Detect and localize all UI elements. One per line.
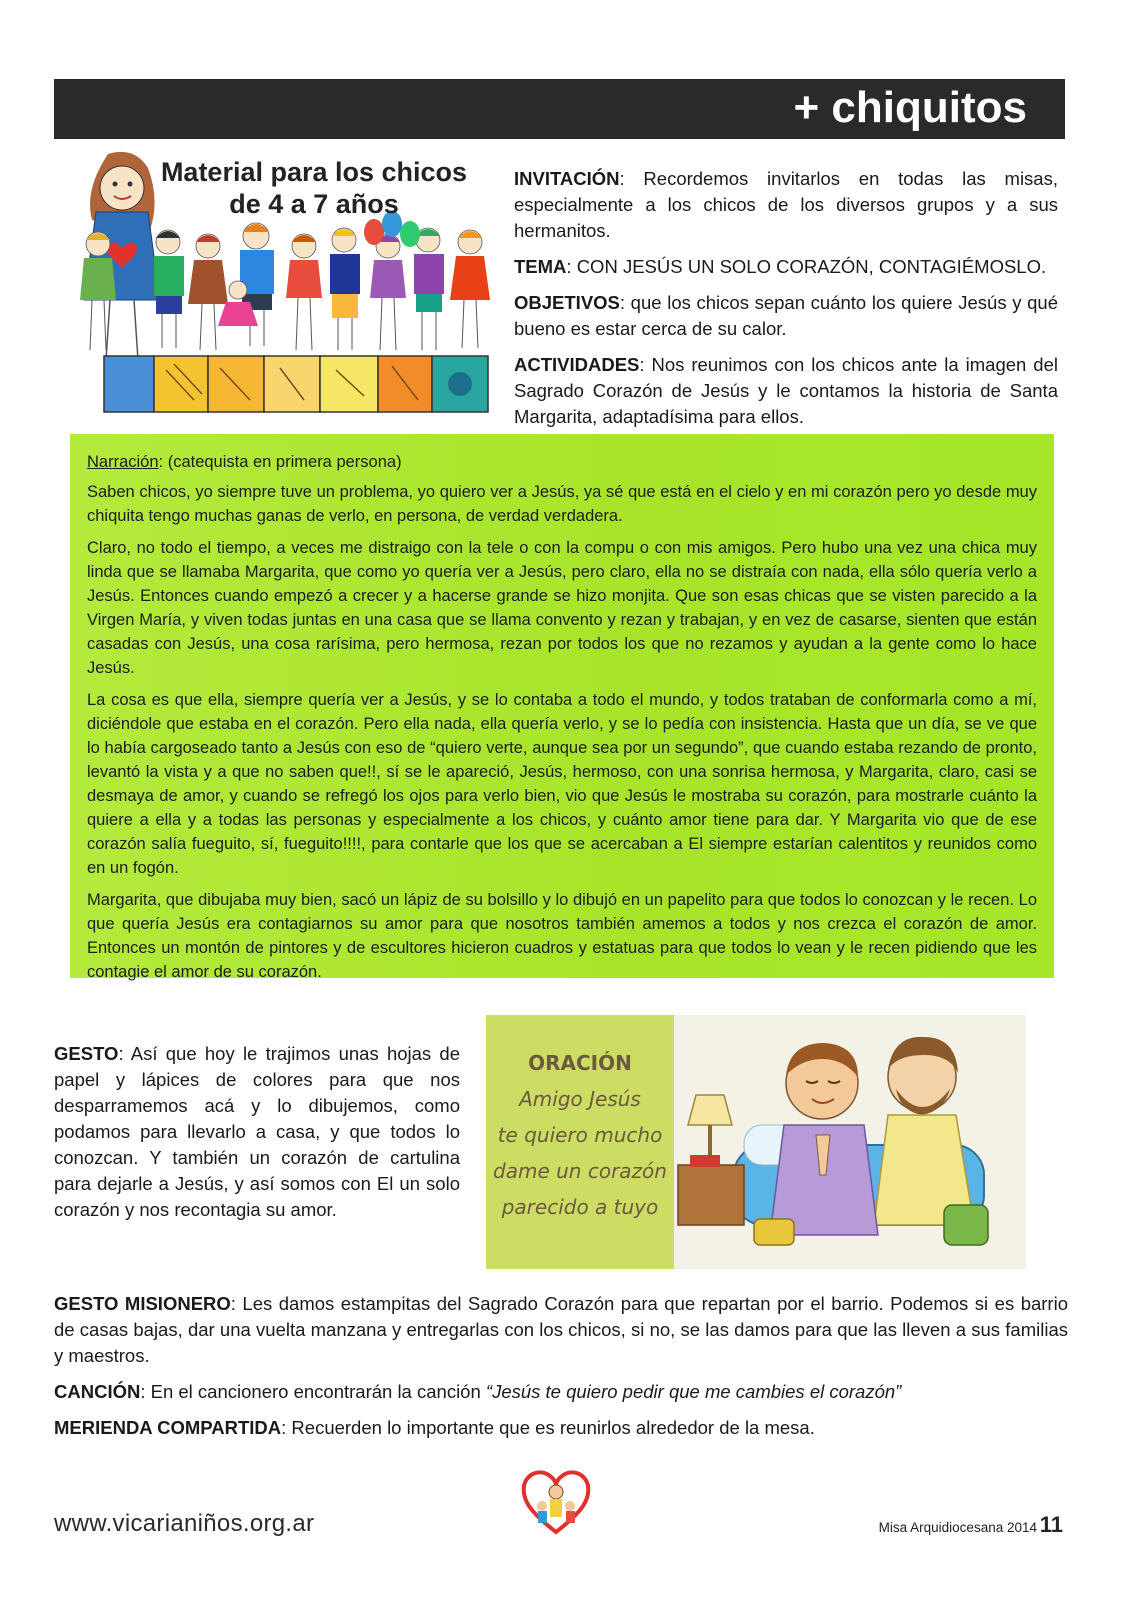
cancion-paragraph	[54, 1379, 1068, 1405]
tema-label: TEMA	[514, 256, 567, 277]
cancion-text: : En el cancionero encontrarán la canción	[140, 1381, 486, 1402]
prayer-line-2: te quiero mucho	[497, 1123, 663, 1147]
actividades-paragraph	[514, 352, 1058, 430]
gesto-text: : Así que hoy le trajimos unas hojas de papel y lápices de colores para que nos desparramemos acá y lo dibujemos, como podamos para llevarlo a casa, y que todos lo conozcan. Y también un corazón de cartulina para dejarle a Jesús, y así somos con El un solo corazón y nos recontagia su amor.	[54, 1043, 460, 1220]
praying-child-illustration	[674, 1015, 1026, 1269]
gesto-paragraph	[54, 1041, 460, 1223]
merienda-paragraph	[54, 1415, 1068, 1441]
children-illustration	[74, 150, 504, 420]
narration-heading	[87, 450, 1037, 474]
narration-box	[70, 434, 1054, 981]
invitacion-label: INVITACIÓN	[514, 168, 620, 189]
merienda-label: MERIENDA COMPARTIDA	[54, 1417, 282, 1438]
tema-paragraph	[514, 254, 1058, 280]
footer-website: www.vicarianiños.org.ar	[54, 1510, 315, 1537]
narration-paragraph-3: La cosa es que ella, siempre quería ver a Jesús, y se lo contaba a todo el mundo, y todos trataban de conformarla como a mí, diciéndole que estaba en el corazón. Pero ella nada, ella quería verlo, y se lo pedía con insistencia. Hasta que un día, se ve que lo había cargoseado tanto a Jesús con eso de “quiero verte, aunque sea por un segundo”, que cuando estaba rezando de pronto, levantó la vista y a que no saben que!!, sí se le apareció, Jesús, hermoso, con una sonrisa hermosa, y Margarita, claro, casi se desmaya de amor, y cuando se refregó los ojos para verlo bien, vio que Jesús le mostraba su corazón, para mostrarle cuánto la quiere a ella y a todas las personas y especialmente a los chicos, y cuánto amor tiene para dar. Y Margarita vio que de ese corazón salía fueguito, sí, fueguito!!!!, para contarle que los que se acercaban a El siempre estarían calentitos y reunidos como en un fogón.	[87, 691, 1037, 877]
merienda-text: : Recuerden lo importante que es reunirlos alrededor de la mesa.	[281, 1417, 815, 1438]
quilt-strip	[104, 356, 488, 412]
actividades-text: : Nos reunimos con los chicos ante la imagen del Sagrado Corazón de Jesús y le contamos la historia de Santa Margarita, adaptadísima para ellos.	[514, 354, 1058, 427]
narration-paragraph-1: Saben chicos, yo siempre tuve un problema, yo quiero ver a Jesús, ya sé que está en el cielo y en mi corazón pero yo desde muy chiquita tengo muchas ganas de verlo, en persona, de verdad verdadera.	[87, 483, 1037, 525]
illustration-title-line2: de 4 a 7 años	[229, 189, 399, 219]
actividades-label: ACTIVIDADES	[514, 354, 640, 375]
section-title: + chiquitos	[793, 83, 1027, 132]
page-number: 11	[1039, 1512, 1063, 1537]
cancion-label: CANCIÓN	[54, 1381, 141, 1402]
prayer-heading: ORACIÓN	[528, 1051, 632, 1075]
heart-logo-icon	[520, 1466, 592, 1538]
prayer-line-1: Amigo Jesús	[519, 1087, 641, 1111]
prayer-card	[486, 1015, 1026, 1269]
intro-section	[514, 166, 1058, 440]
narration-paragraph-4: Margarita, que dibujaba muy bien, sacó un lápiz de su bolsillo y lo dibujó en un papelito para que todos lo conozcan y le recen. Lo que quería Jesús era contagiarnos su amor para que nosotros también amemos a todos y nos crezca el corazón de amor. Entonces un montón de pintores y de escultores hicieron cuadros y estatuas para que todos lo vean y le recen pidiendo que les contagie el amor de su corazón.	[87, 891, 1037, 981]
illustration-title	[134, 156, 494, 220]
gesto-section	[54, 1041, 460, 1223]
footer-publication: Misa Arquidiocesana 2014	[878, 1520, 1037, 1535]
illustration-title-line1: Material para los chicos	[160, 157, 468, 187]
prayer-line-4: parecido a tuyo	[501, 1195, 659, 1219]
tema-text: : CON JESÚS UN SOLO CORAZÓN, CONTAGIÉMOSLO.	[566, 256, 1047, 277]
prayer-line-3: dame un corazón	[493, 1159, 667, 1183]
cancion-title: “Jesús te quiero pedir que me cambies el corazón”	[485, 1381, 902, 1402]
narration-label: Narración	[87, 453, 159, 471]
gesto-label: GESTO	[54, 1043, 119, 1064]
prayer-text	[486, 1045, 674, 1225]
objetivos-text: : que los chicos sepan cuánto los quiere Jesús y qué bueno es estar cerca de su calor.	[514, 292, 1058, 339]
closing-section	[54, 1291, 1068, 1451]
narration-label-suffix: : (catequista en primera persona)	[158, 453, 402, 471]
objetivos-paragraph	[514, 290, 1058, 342]
gesto-misionero-paragraph	[54, 1291, 1068, 1369]
invitacion-paragraph	[514, 166, 1058, 244]
invitacion-text: : Recordemos invitarlos en todas las misas, especialmente a los chicos de los diversos grupos y a sus hermanitos.	[514, 168, 1058, 241]
gesto-misionero-text: : Les damos estampitas del Sagrado Corazón para que repartan por el barrio. Podemos si es barrio de casas bajas, dar una vuelta manzana y entregarlas con los chicos, si no, se las damos para que las lleven a sus familias y maestros.	[54, 1293, 1068, 1366]
gesto-misionero-label: GESTO MISIONERO	[54, 1293, 231, 1314]
narration-paragraph-2: Claro, no todo el tiempo, a veces me distraigo con la tele o con la compu o con mis amigos. Pero hubo una vez una chica muy linda que se llamaba Margarita, que como yo quería ver a Jesús, pero claro, ella no se distraía con nada, ella sólo quería verlo a Jesús. Entonces cuando empezó a crecer y a hacerse grande se hizo monjita. Que son esas chicas que se visten parecido a la Virgen María, y viven todas juntas en una casa que se llama convento y rezan y trabajan, y en vez de casarse, sienten que están casadas con Jesús, una cosa rarísima, pero hermosa, rezan por todos los que no rezamos y ayudan a la gente como lo hace Jesús.	[87, 539, 1037, 677]
section-header-bar	[54, 79, 1065, 139]
objetivos-label: OBJETIVOS	[514, 292, 620, 313]
